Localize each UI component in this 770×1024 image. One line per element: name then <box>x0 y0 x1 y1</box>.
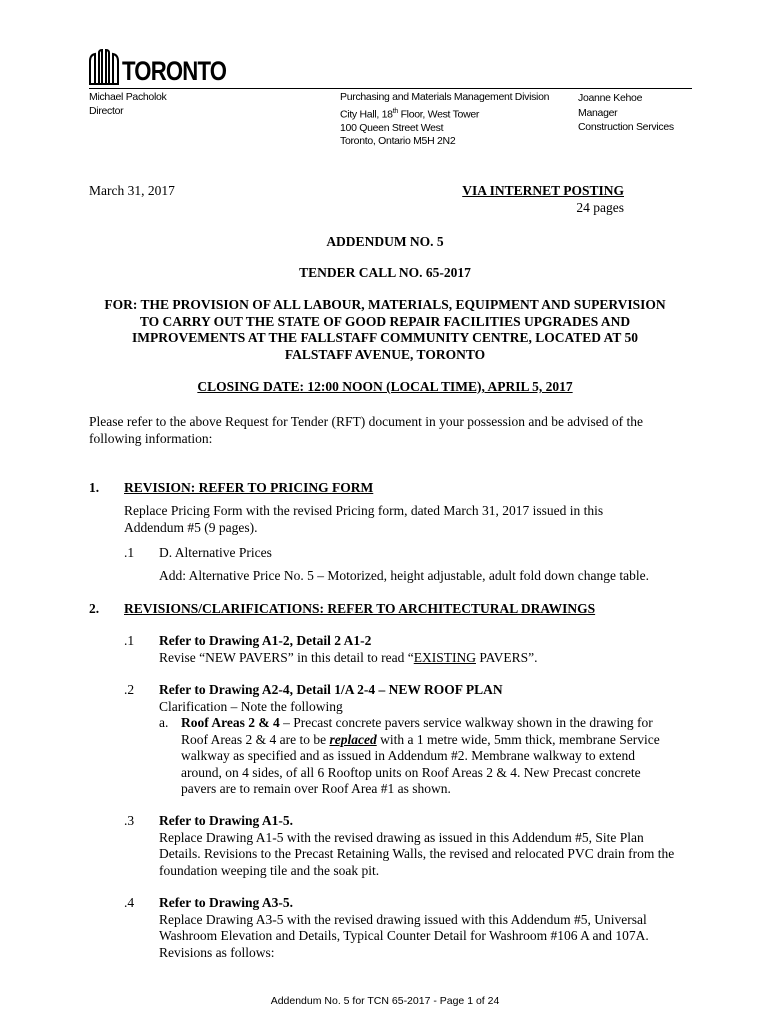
for-line: IMPROVEMENTS AT THE FALLSTAFF COMMUNITY CENTRE, LOCATED AT 50 <box>132 330 638 345</box>
via-line: VIA INTERNET POSTING <box>462 183 624 198</box>
closing-date: CLOSING DATE: 12:00 NOON (LOCAL TIME), APRIL 5, 2017 <box>197 379 573 394</box>
item-title: Refer to Drawing A1-5. <box>159 813 293 828</box>
sender-title: Director <box>89 104 124 117</box>
section-2-number: 2. <box>89 601 100 616</box>
division-address-2: 100 Queen Street West <box>340 121 444 134</box>
recipient-title: Manager <box>578 106 618 119</box>
section-1-body: Replace Pricing Form with the revised Pricing form, dated March 31, 2017 issued in this Addendum #5 (9 pages). <box>124 503 604 535</box>
section-1-sub-body: Add: Alternative Price No. 5 – Motorized, height adjustable, adult fold down change table. <box>159 568 650 583</box>
city-hall-icon <box>89 49 119 85</box>
recipient-dept: Construction Services <box>578 121 674 133</box>
item-number: .4 <box>124 895 135 910</box>
addendum-title: ADDENDUM NO. 5 <box>326 234 444 249</box>
section-1-sub-number: .1 <box>124 545 135 560</box>
for-block <box>89 297 681 363</box>
item-number: .2 <box>124 682 135 697</box>
sender-block <box>89 91 167 118</box>
header-rule <box>89 88 692 89</box>
item-body: Replace Drawing A1-5 with the revised drawing as issued in this Addendum #5, Site Plan Details. Revisions to the Precast Retaining Walls, the revised and relocated PVC drain from the foundation weeping tile and the soak pit. <box>159 829 675 878</box>
item-clarification: Clarification – Note the following <box>159 698 343 714</box>
tender-call: TENDER CALL NO. 65-2017 <box>299 265 471 280</box>
item-2-3 <box>159 813 679 879</box>
section-1-heading: REVISION: REFER TO PRICING FORM <box>124 480 374 495</box>
sub-item-a-body: Roof Areas 2 & 4 – Precast concrete pavers service walkway shown in the drawing for Roof Areas 2 & 4 are to be replaced with a 1 metre wide, 5mm thick, membrane Service walkway as specified and as issued in Addendum #2. Membrane walkway to extend around, on 4 sides, of all 6 Rooftop units on Roof Areas 2 & 4. New Precast concrete pavers are to remain over Roof Area #1 as shown. <box>181 715 660 796</box>
division-block <box>340 91 549 149</box>
division-name: Purchasing and Materials Management Division <box>340 91 550 103</box>
for-line: FOR: THE PROVISION OF ALL LABOUR, MATERIALS, EQUIPMENT AND SUPERVISION <box>104 297 666 312</box>
item-number: .1 <box>124 633 135 648</box>
recipient-block <box>578 91 674 135</box>
item-body: Replace Drawing A3-5 with the revised drawing issued with this Addendum #5, Universal Washroom Elevation and Details, Typical Counter Detail for Washroom #106 A and 107A. Revisions as follows: <box>159 911 649 960</box>
sender-name: Michael Pacholok <box>89 91 167 103</box>
page-footer: Addendum No. 5 for TCN 65-2017 - Page 1 of 24 <box>270 995 500 1007</box>
division-address-1: City Hall, 18th Floor, West Tower <box>340 107 480 120</box>
item-body: Revise “NEW PAVERS” in this detail to read “EXISTING PAVERS”. <box>159 649 538 665</box>
section-2-heading: REVISIONS/CLARIFICATIONS: REFER TO ARCHITECTURAL DRAWINGS <box>124 601 596 616</box>
page-count: 24 pages <box>576 200 624 215</box>
recipient-name: Joanne Kehoe <box>578 92 643 104</box>
letter-date: March 31, 2017 <box>89 183 175 198</box>
logo-wordmark: TORONTO <box>122 56 227 86</box>
section-1-sub-title: D. Alternative Prices <box>159 545 272 560</box>
item-2-4 <box>159 895 679 961</box>
item-2-1 <box>159 633 679 666</box>
division-address-3: Toronto, Ontario M5H 2N2 <box>340 135 456 147</box>
item-number: .3 <box>124 813 135 828</box>
sub-item-label: a. <box>159 715 169 730</box>
for-line: TO CARRY OUT THE STATE OF GOOD REPAIR FACILITIES UPGRADES AND <box>139 313 631 329</box>
toronto-logo <box>89 47 249 85</box>
item-title: Refer to Drawing A2-4, Detail 1/A 2-4 – NEW ROOF PLAN <box>159 682 503 697</box>
section-1-number: 1. <box>89 480 100 495</box>
intro-paragraph: Please refer to the above Request for Tender (RFT) document in your possession and be advised of the following information: <box>89 414 644 446</box>
for-line: FALSTAFF AVENUE, TORONTO <box>284 346 486 362</box>
item-2-2 <box>159 682 679 715</box>
item-title: Refer to Drawing A3-5. <box>159 895 293 910</box>
item-title: Refer to Drawing A1-2, Detail 2 A1-2 <box>159 633 372 648</box>
